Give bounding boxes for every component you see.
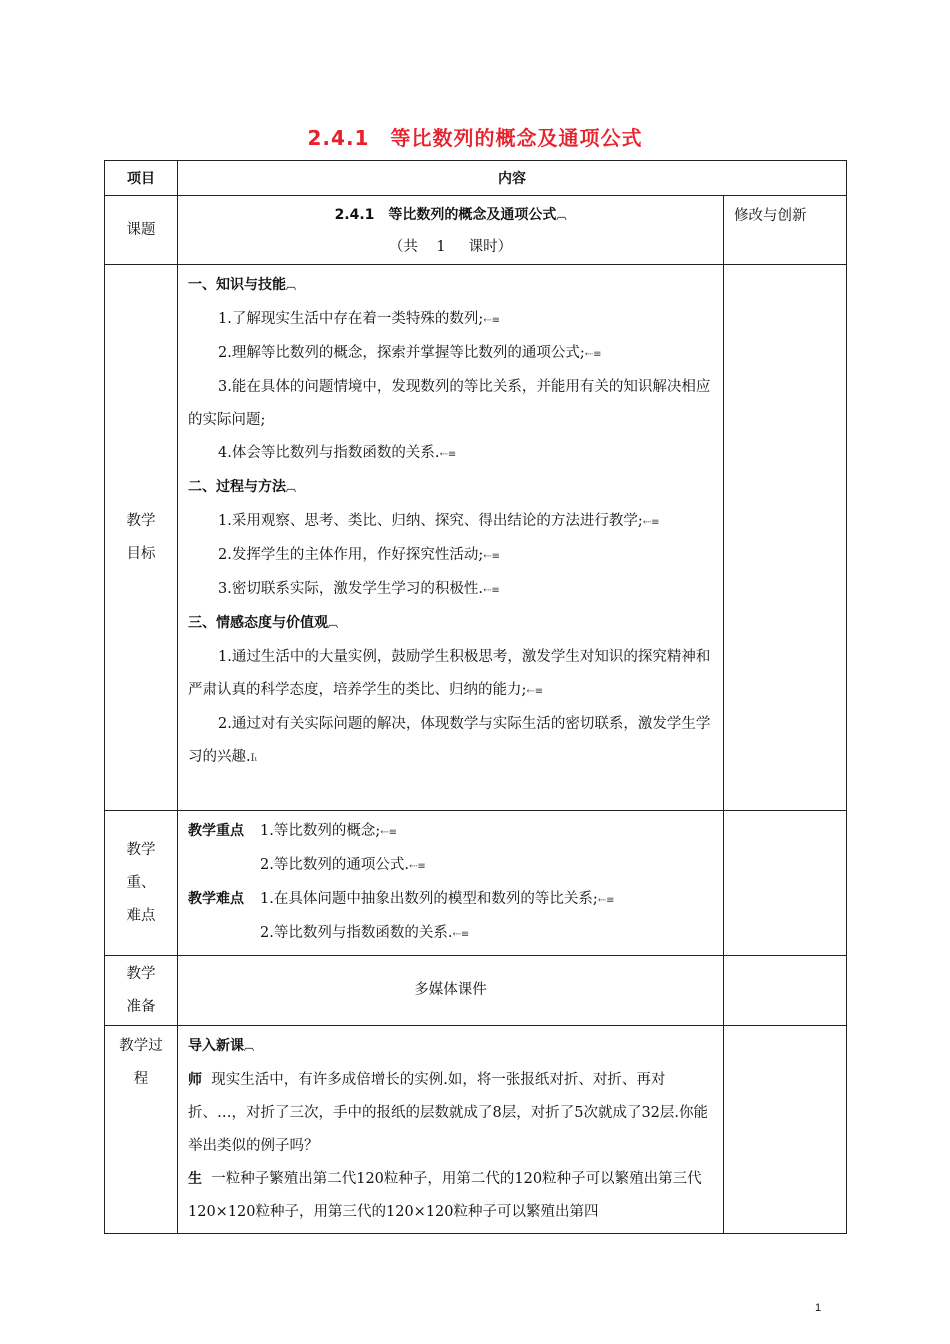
prep-label <box>105 956 178 1026</box>
keypoints-row <box>105 811 847 956</box>
prep-label-line: 教学 <box>126 965 156 982</box>
header-content: 内容 <box>178 161 847 196</box>
difficult-point-label: 教学难点 <box>188 891 244 907</box>
process-content <box>178 1026 724 1234</box>
goals-content <box>178 265 724 811</box>
prep-revision <box>724 956 847 1026</box>
teacher-paragraph: 师 现实生活中，有许多成倍增长的实例.如，将一张报纸对折、对折、再对折、…，对折了三次，手中的报纸的层数就成了8层，对折了5次就成了32层.你能举出类似的例子吗？ <box>188 1072 709 1154</box>
period-suffix: 课时） <box>468 239 513 255</box>
topic-name: 2.4.1 等比数列的概念及通项公式 <box>334 207 557 223</box>
topic-row <box>105 196 847 265</box>
prep-row <box>105 956 847 1026</box>
keypoints-label-line: 重、 <box>126 874 156 891</box>
goal-item: 3.能在具体的问题情境中，发现数列的等比关系，并能用有关的知识解决相应的实际问题; <box>188 379 711 428</box>
goal-item: 1.了解现实生活中存在着一类特殊的数列;⇠≡ <box>218 311 500 327</box>
document-title: 2.4.1 等比数列的概念及通项公式 <box>307 126 643 150</box>
prep-label-line: 准备 <box>126 998 156 1015</box>
section-heading: 一、知识与技能︹ <box>188 277 296 293</box>
goals-revision <box>724 265 847 811</box>
page-number: 1 <box>815 1302 822 1314</box>
keypoints-revision <box>724 811 847 956</box>
difficult-point-item: 2.等比数列与指数函数的关系.⇠≡ <box>260 925 470 941</box>
topic-label: 课题 <box>105 196 178 265</box>
goal-item: 2.发挥学生的主体作用，作好探究性活动;⇠≡ <box>218 547 500 563</box>
goal-item: 2.理解等比数列的概念，探索并掌握等比数列的通项公式;⇠≡ <box>218 345 602 361</box>
goal-item: 2.通过对有关实际问题的解决，体现数学与实际生活的密切联系，激发学生学习的兴趣.Iₜ <box>188 716 711 765</box>
goals-label-line: 教学 <box>126 512 156 529</box>
topic-content <box>178 196 724 265</box>
goals-label <box>105 265 178 811</box>
goal-item: 1.采用观察、思考、类比、归纳、探究、得出结论的方法进行教学;⇠≡ <box>218 513 660 529</box>
section-heading: 二、过程与方法︹ <box>188 479 296 495</box>
process-row <box>105 1026 847 1234</box>
revision-label: 修改与创新 <box>724 196 847 265</box>
key-point-label: 教学重点 <box>188 823 244 839</box>
period-count: 1 <box>436 239 446 255</box>
student-label: 生 <box>188 1171 202 1187</box>
topic-period <box>178 232 723 262</box>
process-label-line: 程 <box>133 1071 149 1087</box>
header-row <box>105 161 847 196</box>
goal-item: 4.体会等比数列与指数函数的关系.⇠≡ <box>218 445 457 461</box>
goal-item: 3.密切联系实际，激发学生学习的积极性.⇠≡ <box>218 581 500 597</box>
goal-item: 1.通过生活中的大量实例，鼓励学生积极思考，激发学生对知识的探究精神和严肃认真的科学态度，培养学生的类比、归纳的能力;⇠≡ <box>188 649 711 698</box>
keypoints-content <box>178 811 724 956</box>
paragraph-mark: ︹ <box>556 211 567 222</box>
key-point-item: 2.等比数列的通项公式.⇠≡ <box>260 857 426 873</box>
prep-content: 多媒体课件 <box>178 956 724 1026</box>
goals-label-line: 目标 <box>126 545 156 562</box>
goals-row <box>105 265 847 811</box>
keypoints-label-line: 难点 <box>126 907 156 924</box>
period-prefix: （共 <box>388 239 418 255</box>
process-label <box>105 1026 178 1234</box>
teacher-label: 师 <box>188 1072 202 1088</box>
keypoints-label <box>105 811 178 956</box>
header-item: 项目 <box>105 161 178 196</box>
section-heading: 三、情感态度与价值观︹ <box>188 615 338 631</box>
keypoints-label-line: 教学 <box>126 841 156 858</box>
process-heading: 导入新课︹ <box>188 1038 254 1054</box>
process-label-line: 教学过 <box>119 1038 163 1054</box>
lesson-plan-table <box>104 160 847 1234</box>
key-point-item: 教学重点 1.等比数列的概念;⇠≡ <box>188 815 717 849</box>
student-paragraph: 生 一粒种子繁殖出第二代120粒种子，用第二代的120粒种子可以繁殖出第三代120×120粒种子，用第三代的120×120粒种子可以繁殖出第四 <box>188 1171 702 1220</box>
difficult-point-item: 教学难点 1.在具体问题中抽象出数列的模型和数列的等比关系;⇠≡ <box>188 883 717 917</box>
process-revision <box>724 1026 847 1234</box>
